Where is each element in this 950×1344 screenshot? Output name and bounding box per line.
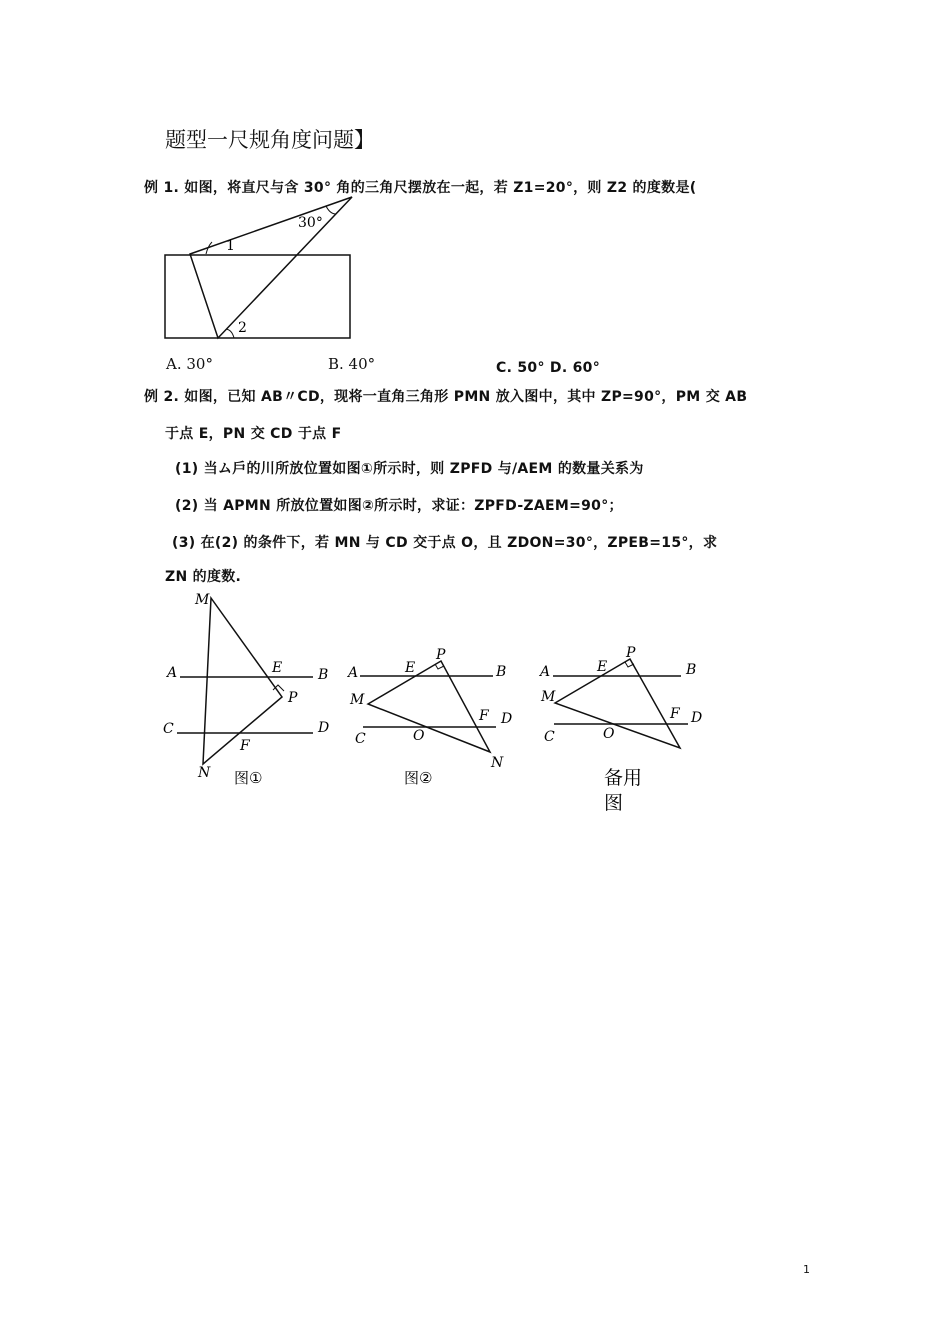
point-label-fig1-F: F — [240, 738, 250, 754]
point-label-fig2-O: O — [413, 728, 425, 744]
example-2-part-2: (2) 当 APMN 所放位置如图②所示时，求证：ZPFD-ZAEM=90°； — [175, 498, 623, 514]
point-label-fig1-C: C — [163, 721, 174, 737]
page-number: 1 — [803, 1263, 810, 1276]
figure-1-caption: 图① — [234, 769, 263, 787]
point-label-fig2-M: M — [350, 692, 365, 708]
point-label-fig3-D: D — [691, 710, 703, 726]
point-label-fig3-M: M — [541, 689, 556, 705]
example-2-part-3: (3) 在(2) 的条件下，若 MN 与 CD 交于点 O，且 ZDON=30°，ZPEB=15°，求 — [172, 535, 718, 551]
point-label-fig2-C: C — [355, 731, 366, 747]
example-2-part-3-cont: ZN 的度数. — [165, 569, 242, 585]
point-label-fig3-F: F — [670, 706, 680, 722]
point-label-fig3-O: O — [603, 726, 615, 742]
point-label-fig1-M: M — [195, 592, 210, 608]
figure-3-caption-1: 备用 — [604, 767, 643, 789]
page-title: 题型一尺规角度问题】 — [165, 128, 375, 152]
example-2-line-1: 例 2. 如图，已知 AB〃CD，现将一直角三角形 PMN 放入图中，其中 ZP=90°，PM 交 AB — [144, 389, 748, 405]
point-label-fig1-B: B — [318, 667, 329, 683]
point-label-fig1-D: D — [318, 720, 330, 736]
point-label-fig3-E: E — [597, 659, 608, 675]
point-label-fig1-N: N — [198, 765, 211, 781]
point-label-fig2-P: P — [436, 647, 446, 663]
point-label-fig3-B: B — [686, 662, 697, 678]
point-label-fig2-D: D — [501, 711, 513, 727]
point-label-fig2-N: N — [491, 755, 504, 771]
point-label-fig1-E: E — [272, 660, 283, 676]
option-b: B. 40° — [328, 355, 376, 373]
option-a: A. 30° — [166, 355, 213, 373]
example-1-question: 例 1. 如图，将直尺与含 30° 角的三角尺摆放在一起，若 Z1=20°，则 Z2 的度数是( — [144, 180, 697, 196]
point-label-fig2-B: B — [496, 664, 507, 680]
angle-1-label: 1 — [226, 238, 235, 254]
point-label-fig3-P: P — [626, 645, 636, 661]
point-label-fig3-A: A — [540, 664, 551, 680]
figure-3-caption-2: 图 — [604, 792, 624, 814]
example-2-part-1: (1) 当ム戶的川所放位置如图①所示时，则 ZPFD 与/AEM 的数量关系为 — [175, 461, 644, 477]
angle-30-label: 30° — [298, 215, 323, 231]
angle-2-label: 2 — [238, 320, 247, 336]
point-label-fig1-A: A — [167, 665, 178, 681]
point-label-fig1-P: P — [288, 690, 298, 706]
point-label-fig2-F: F — [479, 708, 489, 724]
figure-2-caption: 图② — [404, 769, 433, 787]
point-label-fig2-E: E — [405, 660, 416, 676]
example-2-line-2: 于点 E，PN 交 CD 于点 F — [165, 426, 342, 442]
triangle-pmn — [555, 659, 680, 748]
option-c-d: C. 50° D. 60° — [496, 360, 601, 373]
point-label-fig2-A: A — [348, 665, 359, 681]
point-label-fig3-C: C — [544, 729, 555, 745]
